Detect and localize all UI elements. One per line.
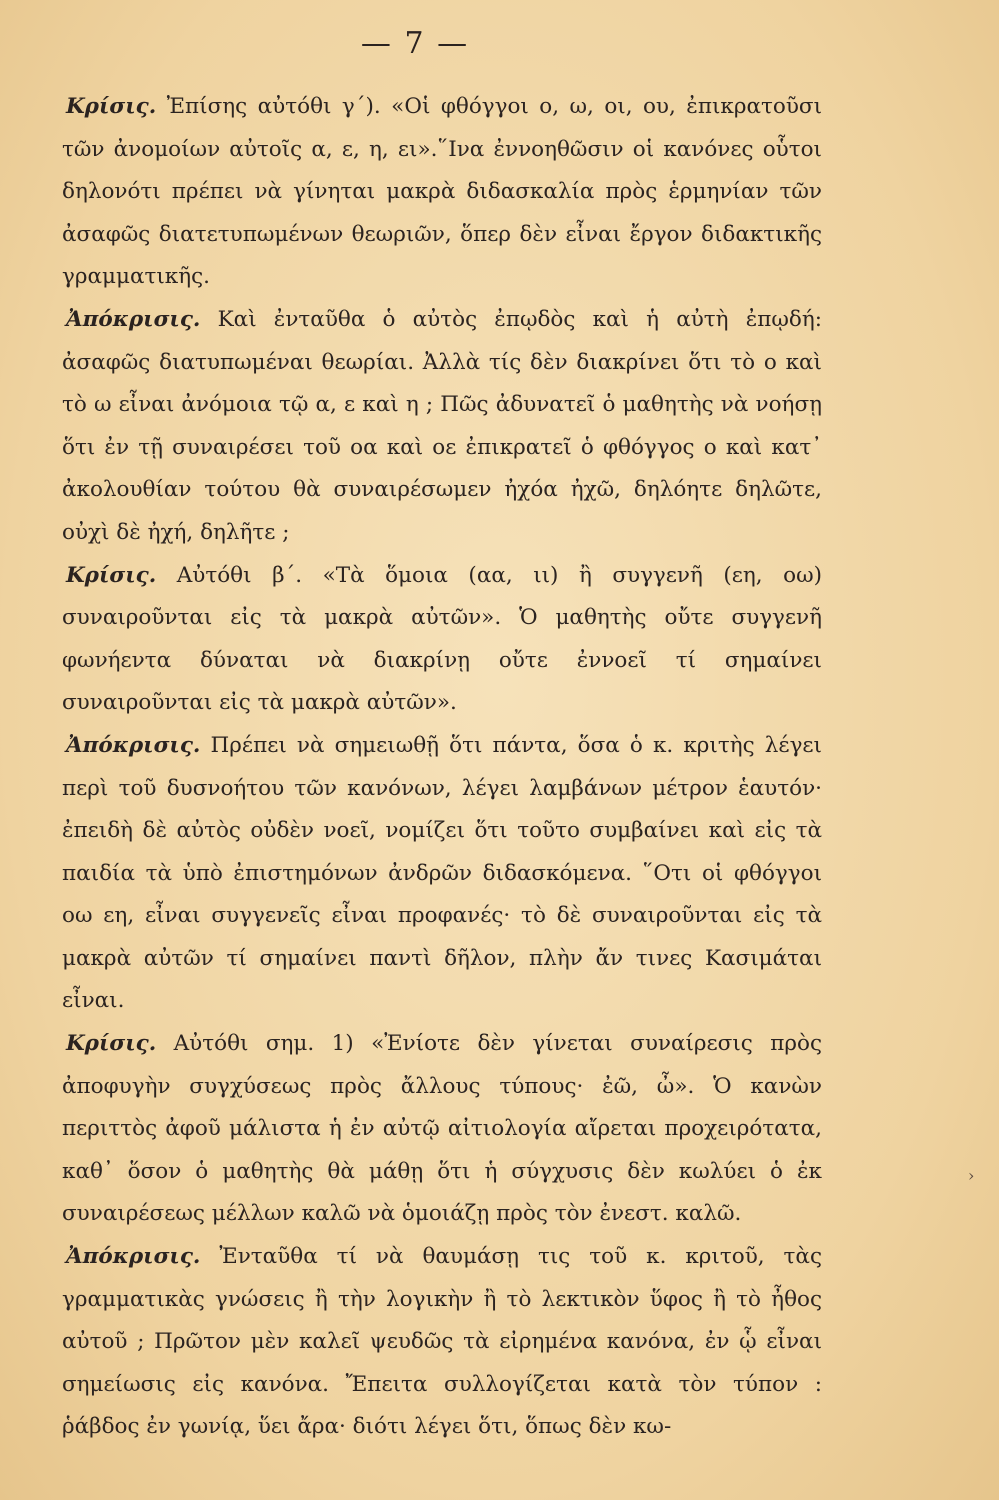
page-number: — 7 — [360, 26, 470, 61]
paragraph-text: Αὐτόθι β΄. «Τὰ ὅμοια (αα, ιι) ἢ συγγενῆ (εη, οω) συναιροῦνται εἰς τὰ μακρὰ αὐτῶν». Ὁ μαθητὴς οὔτε συγγενῆ φωνήεντα δύναται νὰ διακρίνῃ οὔτε ἐννοεῖ τί σημαίνει συναιροῦνται εἰς τὰ μακρὰ αὐτῶν». [62, 562, 822, 716]
paragraph-label: Ἀπόκρισις. [66, 1244, 201, 1270]
paragraph-text: Πρέπει νὰ σημειωθῇ ὅτι πάντα, ὅσα ὁ κ. κριτὴς λέγει περὶ τοῦ δυσνοήτου τῶν κανόνων, λέγει λαμβάνων μέτρον ἑαυτόν· ἐπειδὴ δὲ αὐτὸς οὐδὲν νοεῖ, νομίζει ὅτι τοῦτο συμβαίνει καὶ εἰς τὰ παιδία τὰ ὑπὸ ἐπιστημόνων ἀνδρῶν διδασκόμενα. ῞Οτι οἱ φθόγγοι οω εη, εἶναι συγγενεῖς εἶναι προφανές· τὸ δὲ συναιροῦνται εἰς τὰ μακρὰ αὐτῶν τί σημαίνει παντὶ δῆλον, πλὴν ἄν τινες Κασιμάται εἶναι. [62, 732, 822, 1014]
paragraph-label: Ἀπόκρισις. [66, 306, 201, 332]
paragraph-2 [62, 299, 822, 555]
paragraph-3 [62, 555, 822, 725]
paragraph-5 [62, 1023, 822, 1236]
paragraph-label: Ἀπόκρισις. [66, 732, 201, 758]
paragraph-1 [62, 86, 822, 299]
paragraph-6 [62, 1236, 822, 1449]
paragraph-text: Αὐτόθι σημ. 1) «Ἐνίοτε δὲν γίνεται συναίρεσις πρὸς ἀποφυγὴν συγχύσεως πρὸς ἄλλους τύπους· ἐῶ, ὦ». Ὁ κανὼν περιττὸς ἀφοῦ μάλιστα ἡ ἐν αὐτῷ αἰτιολογία αἴρεται προχειρότατα, καθ᾿ ὅσον ὁ μαθητὴς θὰ μάθῃ ὅτι ἡ σύγχυσις δὲν κωλύει ὁ ἐκ συναιρέσεως μέλλων καλῶ νὰ ὁμοιάζῃ πρὸς τὸν ἐνεστ. καλῶ. [62, 1031, 822, 1227]
text-body [62, 86, 822, 1449]
paragraph-label: Κρίσις. [66, 562, 157, 588]
margin-mark: › [968, 1166, 975, 1185]
paragraph-text: Ἐπίσης αὐτόθι γ΄). «Οἱ φθόγγοι ο, ω, οι, ου, ἐπικρατοῦσι τῶν ἀνομοίων αὐτοῖς α, ε, η, ει».῞Ινα ἐννοηθῶσιν οἱ κανόνες οὗτοι δηλονότι πρέπει νὰ γίνηται μακρὰ διδασκαλία πρὸς ἑρμηνίαν τῶν ἀσαφῶς διατετυπωμένων θεωριῶν, ὅπερ δὲν εἶναι ἔργον διδακτικῆς γραμματικῆς. [62, 94, 822, 290]
paragraph-label: Κρίσις. [66, 94, 157, 119]
paragraph-text: Καὶ ἐνταῦθα ὁ αὐτὸς ἐπῳδὸς καὶ ἡ αὐτὴ ἐπῳδή: ἀσαφῶς διατυπωμέναι θεωρίαι. Ἀλλὰ τίς δὲν διακρίνει ὅτι τὸ ο καὶ τὸ ω εἶναι ἀνόμοια τῷ α, ε καὶ η ; Πῶς ἀδυνατεῖ ὁ μαθητὴς νὰ νοήσῃ ὅτι ἐν τῇ συναιρέσει τοῦ οα καὶ οε ἐπικρατεῖ ὁ φθόγγος ο καὶ κατ᾿ ἀκολουθίαν τούτου θὰ συναιρέσωμεν ἠχόα ἠχῶ, δηλόητε δηλῶτε, οὐχὶ δὲ ἠχή, δηλῆτε ; [62, 306, 822, 545]
paragraph-text: Ἐνταῦθα τί νὰ θαυμάσῃ τις τοῦ κ. κριτοῦ, τὰς γραμματικὰς γνώσεις ἢ τὴν λογικὴν ἢ τὸ λεκτικὸν ὕφος ἢ τὸ ἦθος αὐτοῦ ; Πρῶτον μὲν καλεῖ ψευδῶς τὰ εἰρημένα κανόνα, ἐν ᾧ εἶναι σημείωσις εἰς κανόνα. Ἔπειτα συλλογίζεται κατὰ τὸν τύπον : ῥάβδος ἐν γωνίᾳ, ὕει ἄρα· διότι λέγει ὅτι, ὅπως δὲν κω- [62, 1244, 822, 1440]
paragraph-label: Κρίσις. [66, 1031, 157, 1057]
paragraph-4 [62, 725, 822, 1023]
